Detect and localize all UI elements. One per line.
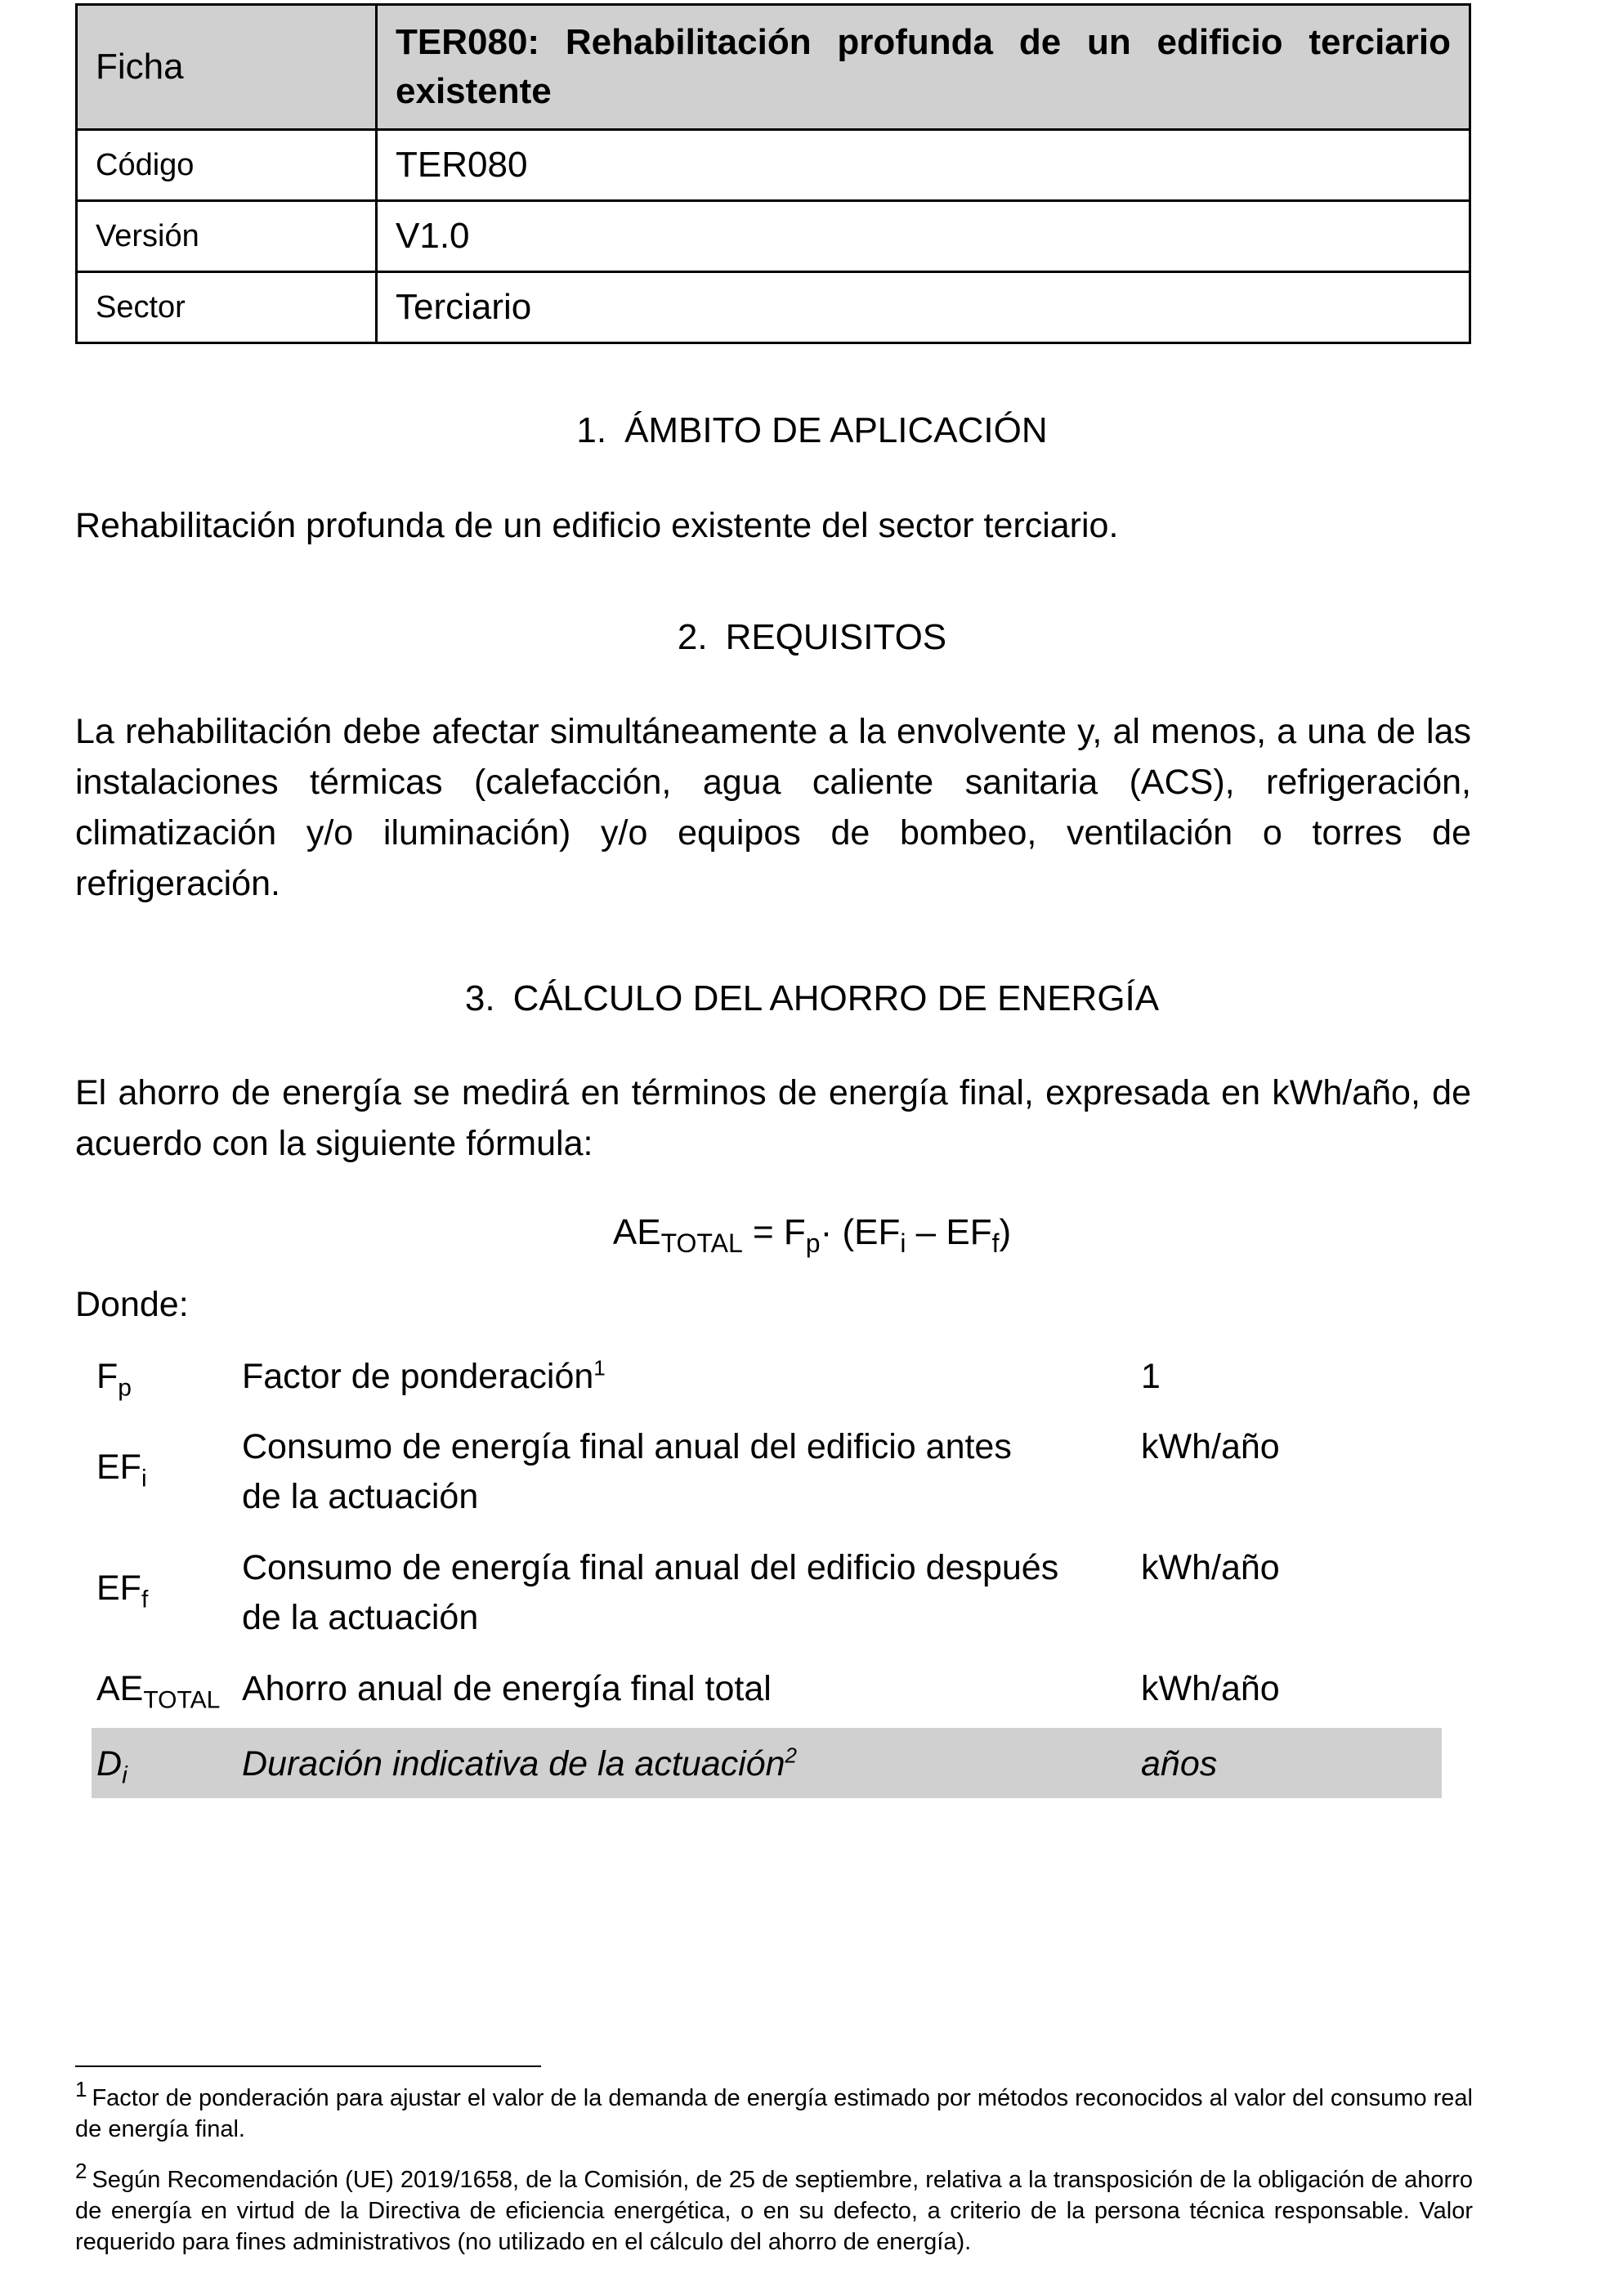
variable-unit: años (1141, 1744, 1218, 1783)
variable-symbol: $AE_{TOTAL}$ (96, 1669, 221, 1714)
section-title: ÁMBITO DE APLICACIÓN (624, 410, 1048, 450)
variable-description: Duración indicativa de la actuación$^2$ (242, 1743, 797, 1783)
variable-symbol: $F_p$ (96, 1357, 132, 1402)
ficha-table (75, 3, 1471, 344)
codigo-value: TER080 (377, 130, 1470, 201)
section-number: 3. (464, 978, 495, 1018)
version-label: Versión (77, 201, 377, 272)
sector-label: Sector (77, 272, 377, 343)
variable-unit: kWh/año (1141, 1669, 1280, 1708)
variable-row (92, 1340, 1442, 1411)
footnote-text: Factor de ponderación para ajustar el valor de la demanda de energía estimado por métodos reconocidos al valor del consumo real de energía final. (75, 2085, 1473, 2142)
formula-ae: AE (612, 1212, 661, 1252)
footnote-text: Según Recomendación (UE) 2019/1658, de la Comisión, de 25 de septiembre, relativa a la transposición de la obligación de ahorro de energía en virtud de la Directiva de eficiencia energética, o en su defecto, a criterio de la persona técnica responsable. Valor requerido para fines administrativos (no utilizado en el cálculo del ahorro de energía). (75, 2167, 1473, 2255)
section-number: 2. (677, 617, 708, 657)
requisitos-text: La rehabilitación debe afectar simultáneamente a la envolvente y, al menos, a una de las instalaciones térmicas (calefacción, agua caliente sanitaria (ACS), refrigeración, climatización y/o iluminación) y/o equipos de bombeo, ventilación o torres de refrigeración. (75, 712, 1471, 903)
formula-close: ) (999, 1212, 1012, 1252)
variable-unit: kWh/año (1141, 1427, 1280, 1466)
footnote-number: 2 (75, 2159, 87, 2184)
variable-description: Factor de ponderación$^1$ (242, 1355, 606, 1396)
codigo-label: Código (77, 130, 377, 201)
variable-symbol: $EF_i$ (96, 1448, 147, 1493)
section-number: 1. (576, 410, 607, 450)
footnote (75, 2159, 1473, 2258)
footnote-number: 1 (75, 2077, 87, 2102)
section-title: REQUISITOS (725, 617, 947, 657)
footnote-ref: 2 (785, 1743, 797, 1768)
variable-symbol: $EF_f$ (96, 1569, 149, 1613)
variable-row (92, 1411, 1442, 1532)
variable-symbol: $D_i$ (96, 1744, 128, 1789)
ficha-row-version (77, 201, 1470, 272)
formula-fp-sub: p (805, 1228, 821, 1258)
variable-description: Consumo de energía final anual del edificio antes de la actuación (242, 1427, 1012, 1516)
ficha-header-row (77, 5, 1470, 130)
calculo-text: El ahorro de energía se medirá en términos de energía final, expresada en kWh/año, de acuerdo con la siguiente fórmula: (75, 1073, 1471, 1163)
variables-table (92, 1340, 1442, 1798)
variable-row (92, 1532, 1442, 1653)
savings-formula (0, 1212, 1624, 1259)
formula-eff-sub: f (991, 1228, 1000, 1258)
formula-efi: · (EF (820, 1212, 901, 1252)
section-heading-calculo (0, 978, 1624, 1019)
footnote-separator (75, 2065, 541, 2067)
formula-efi-sub: i (900, 1228, 906, 1258)
variable-description: Consumo de energía final anual del edificio después de la actuación (242, 1548, 1059, 1637)
sector-value: Terciario (377, 272, 1470, 343)
formula-eff: – EF (906, 1212, 992, 1252)
section-heading-requisitos (0, 617, 1624, 658)
section-title: CÁLCULO DEL AHORRO DE ENERGÍA (512, 978, 1160, 1018)
ficha-row-codigo (77, 130, 1470, 201)
footnote-ref: 1 (593, 1355, 606, 1381)
footnote (75, 2077, 1473, 2145)
variable-row (92, 1653, 1442, 1728)
variable-row-highlighted (92, 1728, 1442, 1798)
formula-eq: = F (742, 1212, 806, 1252)
donde-label: Donde: (75, 1285, 189, 1324)
ficha-label: Ficha (77, 5, 377, 130)
ficha-title: TER080: Rehabilitación profunda de un edificio terciario existente (377, 5, 1470, 130)
ambito-text: Rehabilitación profunda de un edificio existente del sector terciario. (75, 506, 1119, 545)
section-heading-ambito (0, 410, 1624, 451)
ficha-row-sector (77, 272, 1470, 343)
version-value: V1.0 (377, 201, 1470, 272)
formula-ae-sub: TOTAL (660, 1228, 743, 1258)
variable-unit: 1 (1141, 1357, 1161, 1396)
variable-unit: kWh/año (1141, 1548, 1280, 1587)
variable-description: Ahorro anual de energía final total (242, 1669, 772, 1708)
